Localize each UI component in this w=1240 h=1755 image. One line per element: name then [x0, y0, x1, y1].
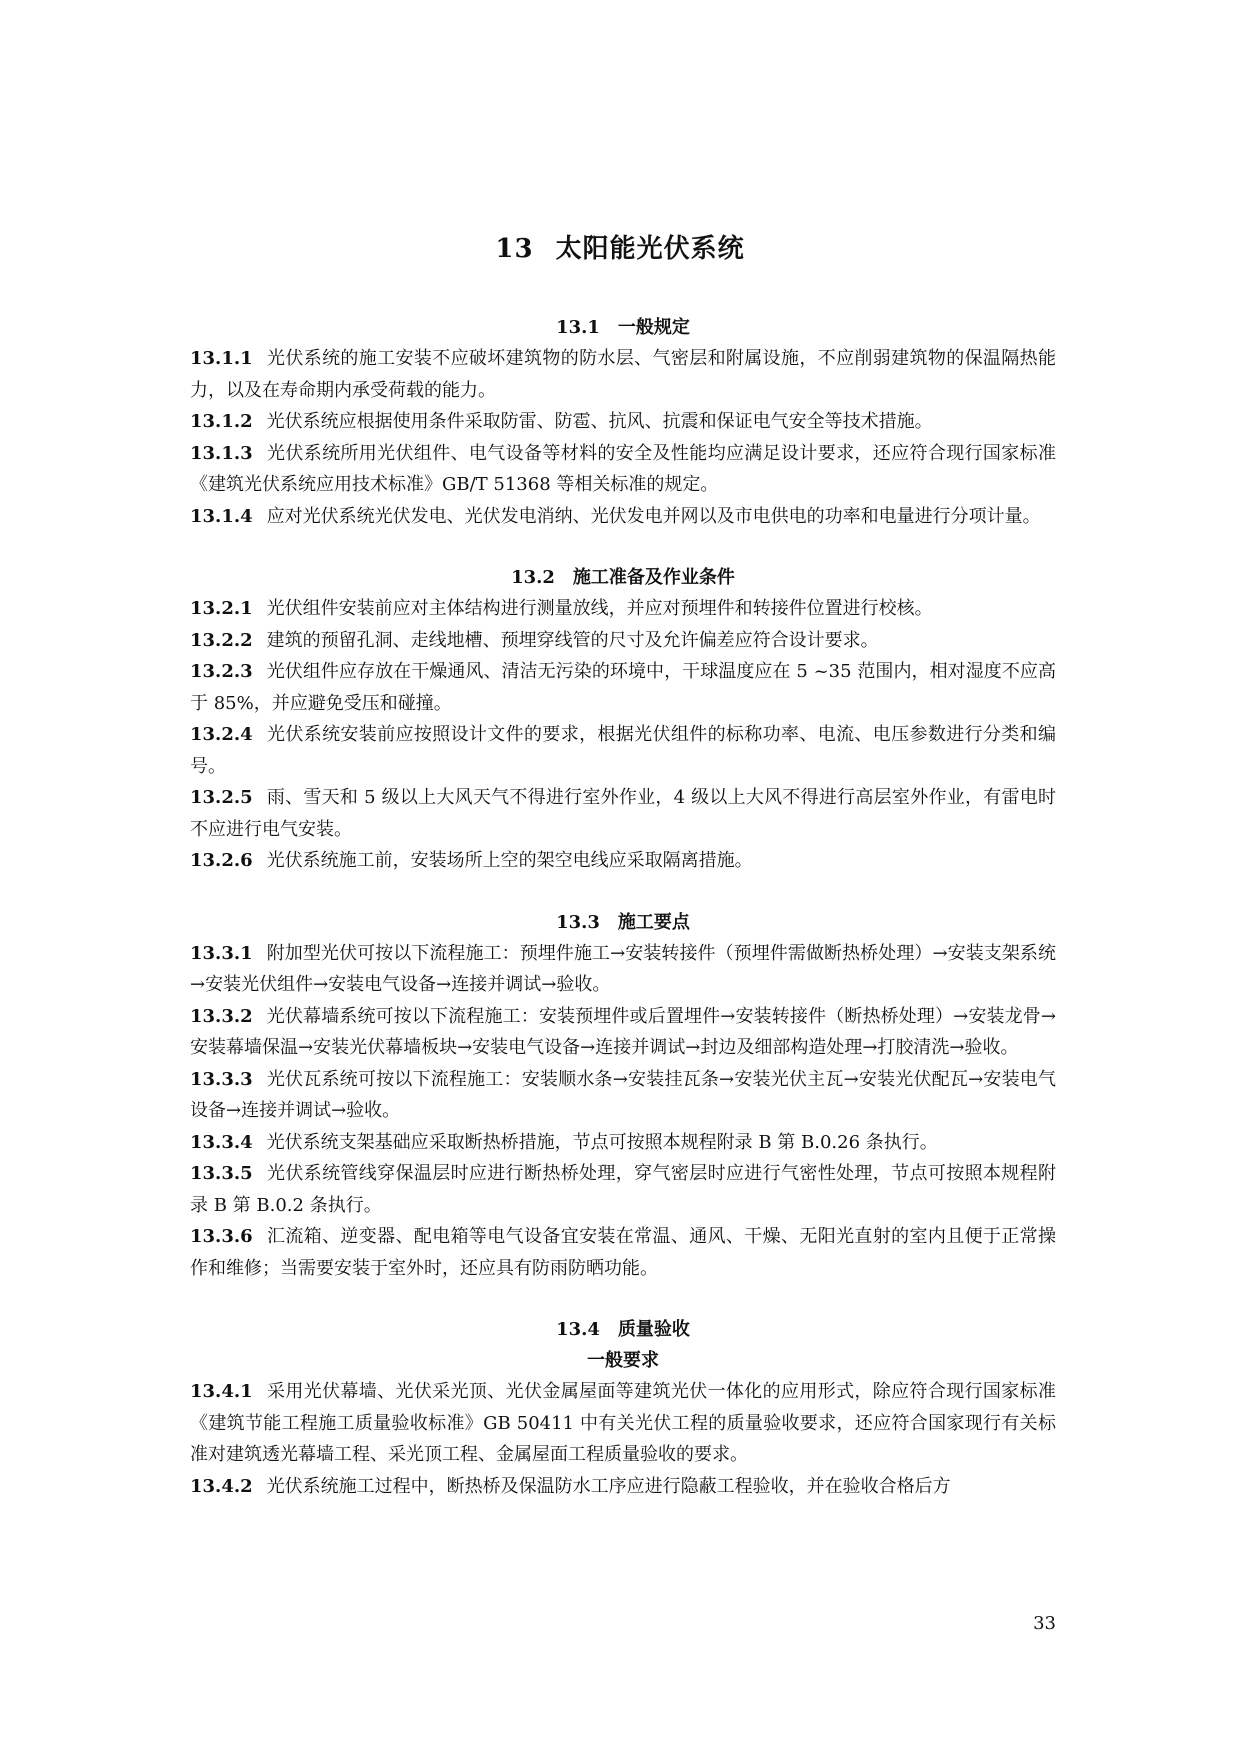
- clause-number: 13.3.3: [190, 1068, 253, 1090]
- clause-number: 13.1.3: [190, 442, 253, 464]
- clause-number: 13.3.2: [190, 1005, 253, 1027]
- clause-number: 13.2.3: [190, 661, 253, 682]
- clause-text: 光伏组件安装前应对主体结构进行测量放线，并应对预埋件和转接件位置进行校核。: [266, 598, 933, 619]
- clause-text: 汇流箱、逆变器、配电箱等电气设备宜安装在常温、通风、干燥、无阳光直射的室内且便于正常操作和维修；当需要安装于室外时，还应具有防雨防晒功能。: [190, 1226, 1056, 1279]
- clause-number: 13.2.1: [190, 598, 253, 619]
- clause-text: 采用光伏幕墙、光伏采光顶、光伏金属屋面等建筑光伏一体化的应用形式，除应符合现行国家标准《建筑节能工程施工质量验收标准》GB 50411 中有关光伏工程的质量验收要求，还应符合国家现行有关标准对建筑透光幕墙工程、采光顶工程、金属屋面工程质量验收的要求。: [190, 1381, 1056, 1465]
- clause-number: 13.2.4: [190, 724, 253, 745]
- clause: [190, 1001, 1056, 1064]
- clause-number: 13.3.5: [190, 1163, 253, 1184]
- clause: [190, 438, 1056, 501]
- clause-number: 13.3.1: [190, 942, 253, 964]
- section-13-4: [190, 1314, 1056, 1502]
- clause: [190, 1158, 1056, 1221]
- clause-text: 光伏系统施工前，安装场所上空的架空电线应采取隔离措施。: [266, 850, 753, 871]
- section-13-1: [190, 312, 1056, 532]
- clause-number: 13.1.1: [190, 348, 253, 369]
- section-title: [190, 562, 1056, 593]
- clause: [190, 656, 1056, 719]
- clause-text: 光伏系统所用光伏组件、电气设备等材料的安全及性能均应满足设计要求，还应符合现行国家标准《建筑光伏系统应用技术标准》GB/T 51368 等相关标准的规定。: [190, 442, 1056, 495]
- section-13-2: [190, 562, 1056, 877]
- section-title-text: 施工要点: [617, 911, 690, 933]
- clause: [190, 938, 1056, 1001]
- clause: [190, 782, 1056, 845]
- clause-number: 13.3.4: [190, 1131, 253, 1153]
- clause: [190, 343, 1056, 406]
- clause: [190, 625, 1056, 657]
- document-body: [190, 312, 1056, 1502]
- clause-number: 13.1.2: [190, 411, 253, 432]
- clause: [190, 1471, 1056, 1503]
- clause-text: 光伏系统施工过程中，断热桥及保温防水工序应进行隐蔽工程验收，并在验收合格后方: [266, 1475, 951, 1497]
- section-13-3: [190, 907, 1056, 1285]
- chapter-number: 13: [495, 234, 534, 264]
- clause: [190, 1064, 1056, 1127]
- clause-text: 附加型光伏可按以下流程施工：预埋件施工→安装转接件（预埋件需做断热桥处理）→安装支架系统→安装光伏组件→安装电气设备→连接并调试→验收。: [190, 942, 1056, 995]
- clause-text: 光伏瓦系统可按以下流程施工：安装顺水条→安装挂瓦条→安装光伏主瓦→安装光伏配瓦→安装电气设备→连接并调试→验收。: [190, 1068, 1056, 1121]
- section-title: [190, 312, 1056, 343]
- section-title: [190, 907, 1056, 938]
- clause-number: 13.3.6: [190, 1226, 253, 1247]
- clause-text: 光伏系统支架基础应采取断热桥措施，节点可按照本规程附录 B 第 B.0.26 条执行。: [266, 1131, 938, 1153]
- clause-number: 13.2.2: [190, 629, 253, 651]
- clause-text: 光伏系统的施工安装不应破坏建筑物的防水层、气密层和附属设施，不应削弱建筑物的保温隔热能力，以及在寿命期内承受荷载的能力。: [190, 348, 1056, 401]
- clause-text: 建筑的预留孔洞、走线地槽、预埋穿线管的尺寸及允许偏差应符合设计要求。: [266, 629, 879, 651]
- clause-number: 13.1.4: [190, 505, 253, 527]
- clause-number: 13.2.6: [190, 850, 253, 871]
- clause: [190, 593, 1056, 625]
- section-number: 13.3: [556, 911, 600, 933]
- clause-text: 光伏幕墙系统可按以下流程施工：安装预埋件或后置埋件→安装转接件（断热桥处理）→安装龙骨→安装幕墙保温→安装光伏幕墙板块→安装电气设备→连接并调试→封边及细部构造处理→打胶清洗→验收。: [190, 1005, 1056, 1058]
- clause-text: 光伏系统安装前应按照设计文件的要求，根据光伏组件的标称功率、电流、电压参数进行分类和编号。: [190, 724, 1056, 777]
- section-title: [190, 1314, 1056, 1345]
- section-title-text: 施工准备及作业条件: [572, 567, 735, 588]
- clause-number: 13.4.2: [190, 1475, 253, 1497]
- clause-text: 光伏系统应根据使用条件采取防雷、防雹、抗风、抗震和保证电气安全等技术措施。: [266, 411, 933, 432]
- clause-text: 光伏系统管线穿保温层时应进行断热桥处理，穿气密层时应进行气密性处理，节点可按照本规程附录 B 第 B.0.2 条执行。: [190, 1163, 1056, 1216]
- chapter-title-text: 太阳能光伏系统: [555, 234, 745, 264]
- section-number: 13.2: [511, 567, 555, 588]
- page-number: 33: [1033, 1613, 1056, 1634]
- clause-text: 应对光伏系统光伏发电、光伏发电消纳、光伏发电并网以及市电供电的功率和电量进行分项计量。: [266, 505, 1041, 527]
- section-number: 13.1: [556, 317, 600, 338]
- section-title-text: 一般规定: [617, 317, 690, 338]
- clause: [190, 719, 1056, 782]
- clause-number: 13.2.5: [190, 787, 253, 808]
- section-title-text: 质量验收: [617, 1319, 690, 1340]
- clause: [190, 501, 1056, 533]
- clause: [190, 845, 1056, 877]
- section-number: 13.4: [556, 1319, 600, 1340]
- chapter-title: [0, 232, 1240, 266]
- clause-text: 光伏组件应存放在干燥通风、清洁无污染的环境中，干球温度应在 5 ~35 范围内，相对湿度不应高于 85%，并应避免受压和碰撞。: [190, 661, 1056, 714]
- subsection-heading: 一般要求: [587, 1350, 659, 1371]
- clause: [190, 1127, 1056, 1159]
- clause: [190, 1376, 1056, 1471]
- clause-number: 13.4.1: [190, 1381, 253, 1402]
- clause-text: 雨、雪天和 5 级以上大风天气不得进行室外作业，4 级以上大风不得进行高层室外作业，有雷电时不应进行电气安装。: [190, 787, 1056, 840]
- clause: [190, 406, 1056, 438]
- clause: [190, 1221, 1056, 1284]
